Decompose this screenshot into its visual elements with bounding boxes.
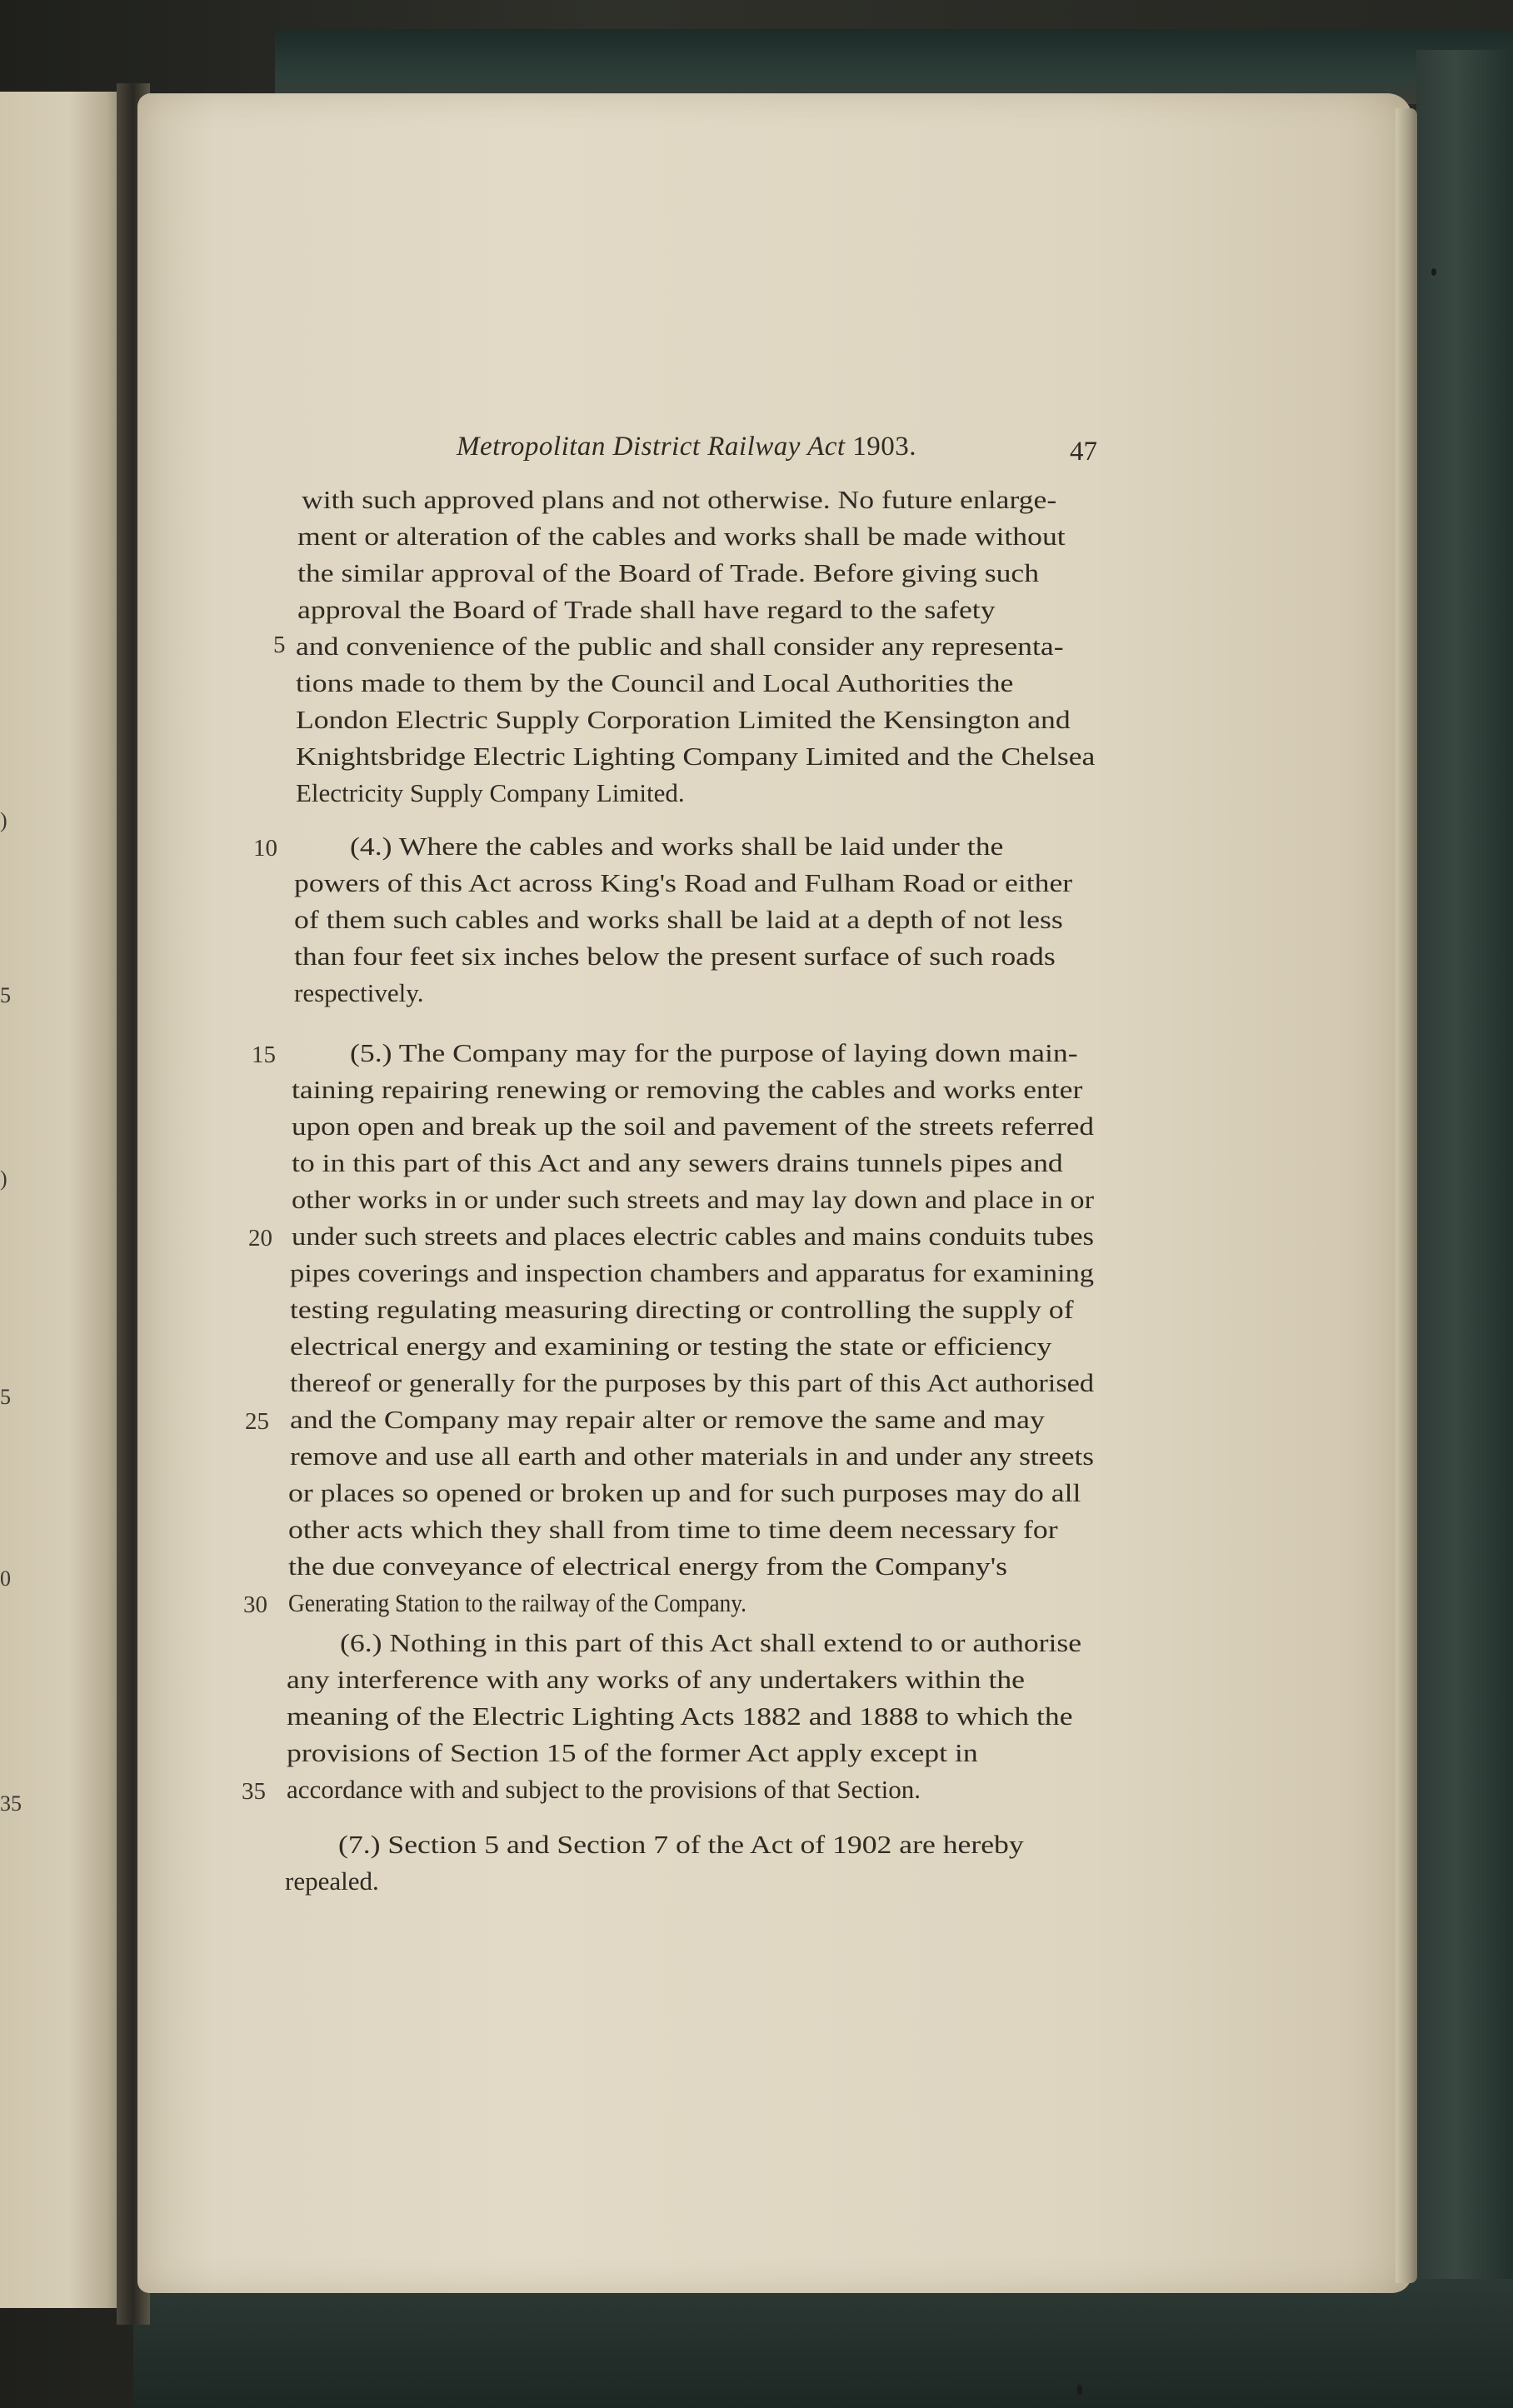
running-head-year: 1903. (852, 432, 917, 462)
text-line: and the Company may repair alter or remove the same and may (290, 1405, 1045, 1434)
left-page-margin-number: ) (0, 1167, 7, 1191)
margin-line-number: 20 (248, 1225, 272, 1251)
left-page-margin-number: 5 (0, 1385, 11, 1409)
text-line: thereof or generally for the purposes by this part of this Act authorised (290, 1368, 1094, 1397)
text-line: pipes coverings and inspection chambers and apparatus for examining (290, 1258, 1094, 1287)
left-page-margin-number: ) (0, 808, 7, 832)
text-line: approval the Board of Trade shall have regard to the safety (297, 595, 996, 624)
text-line: accordance with and subject to the provisions of that Section. (287, 1775, 921, 1804)
text-line: London Electric Supply Corporation Limited the Kensington and (296, 705, 1071, 734)
text-line: meaning of the Electric Lighting Acts 1882 and 1888 to which the (287, 1701, 1073, 1731)
left-page-margin-number: 5 (0, 983, 11, 1007)
text-line: powers of this Act across King's Road and Fulham Road or either (294, 868, 1073, 897)
text-line: (4.) Where the cables and works shall be laid under the (350, 832, 1004, 861)
running-head (457, 432, 916, 462)
text-line: provisions of Section 15 of the former Act apply except in (287, 1738, 978, 1767)
text-line: other acts which they shall from time to time deem necessary for (288, 1515, 1058, 1544)
page-speck (1431, 268, 1436, 276)
text-line: upon open and break up the soil and pavement of the streets referred (292, 1112, 1094, 1141)
page-number: 47 (1070, 437, 1097, 467)
margin-line-number: 10 (253, 835, 277, 862)
text-line: Knightsbridge Electric Lighting Company Limited and the Chelsea (296, 742, 1096, 771)
left-page-margin-number: 0 (0, 1566, 11, 1591)
text-line: testing regulating measuring directing or controlling the supply of (290, 1295, 1074, 1324)
text-line: than four feet six inches below the present surface of such roads (294, 942, 1056, 971)
text-line: Electricity Supply Company Limited. (296, 778, 685, 807)
text-line: remove and use all earth and other materials in and under any streets (290, 1441, 1094, 1471)
text-line: other works in or under such streets and may lay down and place in or (292, 1185, 1094, 1214)
margin-line-number: 30 (243, 1591, 267, 1618)
running-head-title: Metropolitan District Railway Act (457, 432, 846, 462)
margin-line-number: 35 (242, 1778, 266, 1805)
text-line: the similar approval of the Board of Trade. Before giving such (297, 558, 1040, 587)
text-line: with such approved plans and not otherwise. No future enlarge- (302, 485, 1057, 514)
margin-line-number: 5 (273, 632, 286, 658)
margin-line-number: 15 (252, 1042, 276, 1068)
binding-cloth-right (1416, 50, 1513, 2333)
text-line: ment or alteration of the cables and works shall be made without (297, 522, 1066, 551)
text-line: the due conveyance of electrical energy from the Company's (288, 1551, 1008, 1581)
text-line: under such streets and places electric cables and mains conduits tubes (292, 1221, 1094, 1251)
text-line: and convenience of the public and shall consider any representa- (296, 632, 1064, 661)
text-line: respectively. (294, 978, 424, 1007)
text-line: (7.) Section 5 and Section 7 of the Act of 1902 are hereby (338, 1830, 1024, 1859)
text-line: any interference with any works of any undertakers within the (287, 1665, 1026, 1694)
margin-line-number: 25 (245, 1408, 269, 1435)
text-line: (6.) Nothing in this part of this Act shall extend to or authorise (340, 1628, 1082, 1657)
text-line: or places so opened or broken up and for such purposes may do all (288, 1478, 1081, 1507)
page-edge (1396, 108, 1417, 2283)
page-speck (1077, 2385, 1082, 2395)
binding-cloth-bottom (133, 2279, 1513, 2408)
left-facing-page (0, 92, 125, 2308)
text-line: taining repairing renewing or removing the cables and works enter (292, 1075, 1083, 1104)
text-line: Generating Station to the railway of the Company. (288, 1588, 747, 1617)
left-page-margin-number: 35 (0, 1791, 22, 1816)
text-line: repealed. (285, 1866, 379, 1896)
text-line: (5.) The Company may for the purpose of laying down main- (350, 1038, 1078, 1067)
text-line: to in this part of this Act and any sewers drains tunnels pipes and (292, 1148, 1063, 1177)
text-line: electrical energy and examining or testing the state or efficiency (290, 1331, 1052, 1361)
text-line: of them such cables and works shall be laid at a depth of not less (294, 905, 1063, 934)
text-line: tions made to them by the Council and Local Authorities the (296, 668, 1014, 697)
